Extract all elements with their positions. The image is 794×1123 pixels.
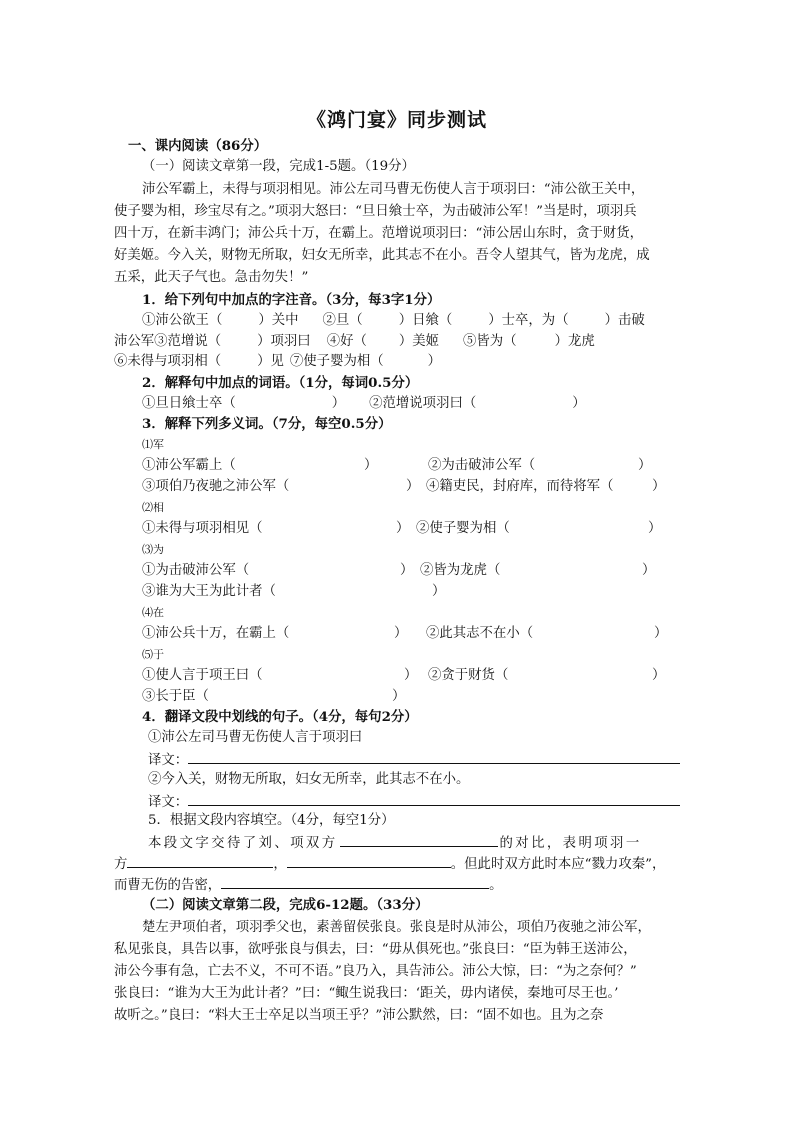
blank-label: ） — [396, 521, 410, 536]
answer-blank[interactable] — [188, 791, 680, 806]
polysemy-row — [142, 561, 655, 581]
blank-label: ）士卒，为（ — [488, 313, 569, 328]
blank-label: ） — [638, 458, 652, 473]
fill-text: ， — [273, 857, 287, 872]
blank-label: ②皆为龙虎（ — [420, 563, 501, 578]
blank-label: ） — [400, 563, 414, 578]
polysemy-label: ⑷在 — [142, 606, 164, 619]
fill-line-2 — [114, 853, 665, 875]
polysemy-row — [142, 582, 445, 602]
blank-label: ①未得与项羽相见（ — [142, 521, 263, 536]
blank-label: ） — [642, 563, 656, 578]
polysemy-row — [142, 666, 665, 686]
passage-line: 沛公今事有急，亡去不义，不可不语。”良乃入，具告沛公。沛公大惊，曰：“为之奈何？” — [114, 964, 637, 979]
blank-label: ） — [654, 626, 668, 641]
blank-label: ②范增说项羽曰（ — [369, 396, 477, 411]
blank-label: ①使人言于项王曰（ — [142, 668, 263, 683]
part2-intro: （二）阅读文章第二段，完成6-12题。（33分） — [142, 897, 429, 913]
answer-line — [148, 749, 680, 771]
blank-label: ②贪于财货（ — [428, 668, 509, 683]
blank-label: ）击破 — [604, 313, 645, 328]
blank-label: ） — [394, 626, 408, 641]
fill-line-1 — [148, 832, 642, 854]
fill-text: 而曹无伤的告密， — [114, 878, 222, 893]
blank-label: ④籍吏民，封府库，而待将军（ — [426, 479, 614, 494]
passage-line: 楚左尹项伯者，项羽季父也，素善留侯张良。张良是时从沛公，项伯乃夜驰之沛公军， — [142, 920, 651, 935]
page-title: 《鸿门宴》同步测试 — [306, 109, 487, 131]
blank-label: ） — [432, 584, 446, 599]
fill-text: 方 — [114, 857, 128, 872]
blank-label: ②为击破沛公军（ — [428, 458, 536, 473]
blank-label: ⑥未得与项羽相（ — [114, 354, 222, 369]
part1-intro: （一）阅读文章第一段，完成1-5题。（19分） — [142, 159, 415, 174]
blank-label: ①沛公军霸上（ — [142, 458, 236, 473]
blank-label: ） — [427, 354, 442, 369]
blank-label: ①沛公欲王（ — [142, 313, 223, 328]
blank-label: ） — [404, 668, 418, 683]
fill-text: 。 — [489, 878, 503, 893]
polysemy-label: ⑵相 — [142, 501, 164, 514]
fill-blank[interactable] — [340, 832, 498, 847]
question-4-heading: 4．翻译文段中划线的句子。（4分，每句2分） — [142, 709, 418, 725]
blank-label: ③项伯乃夜驰之沛公军（ — [142, 479, 290, 494]
passage-line: 私见张良，具告以事，欲呼张良与俱去，曰：“毋从俱死也。”张良曰：“臣为韩王送沛公， — [114, 942, 637, 957]
blank-label: ②旦（ — [322, 313, 363, 328]
blank-label: ③长于臣（ — [142, 689, 209, 704]
passage-line: 四十万，在新丰鸿门；沛公兵十万，在霸上。范增说项羽曰：“沛公居山东时，贪于财货， — [114, 226, 644, 241]
q1-line-3 — [114, 352, 441, 372]
passage-line: 好美姬。今入关，财物无所取，妇女无所幸，此其志不在小。吾令人望其气，皆为龙虎，成 — [114, 248, 650, 263]
blank-label: ） — [364, 458, 378, 473]
answer-label: 译文： — [148, 795, 189, 810]
blank-label: ①为击破沛公军（ — [142, 563, 250, 578]
blank-label: ）美姬 — [398, 334, 440, 349]
blank-label: ）日飨（ — [398, 313, 453, 328]
passage-line: 故听之。”良曰：“料大王士卒足以当项王乎？”沛公默然，曰：“固不如也。且为之奈 — [114, 1008, 604, 1023]
q1-line-2 — [114, 332, 595, 352]
passage-line: 张良曰：“谁为大王为此计者？”曰：“鲰生说我曰：‘距关，毋内诸侯，秦地可尽王也。’ — [114, 986, 619, 1001]
blank-label: ）龙虎 — [554, 334, 595, 349]
question-2-heading: 2．解释句中加点的词语。（1分，每词0.5分） — [142, 375, 419, 391]
fill-text: 本段文字交待了刘、项双方 — [148, 836, 338, 851]
blank-label: ） — [406, 479, 420, 494]
blank-label: ②此其志不在小（ — [426, 626, 534, 641]
question-5-heading: 5．根据文段内容填空。（4分，每空1分） — [148, 813, 395, 828]
passage-line: 五采，此天子气也。急击勿失！” — [114, 270, 309, 285]
q2-items — [142, 394, 586, 414]
question-1-heading: 1．给下列句中加点的字注音。（3分，每3字1分） — [142, 292, 441, 308]
translate-sentence: ②今入关，财物无所取，妇女无所幸，此其志不在小。 — [148, 772, 470, 787]
polysemy-row — [142, 687, 405, 707]
polysemy-row — [142, 624, 667, 644]
q1-line-1 — [142, 311, 645, 331]
section-heading: 一、课内阅读（86分） — [128, 138, 268, 154]
polysemy-row — [142, 456, 651, 476]
blank-label: ）项羽曰 — [257, 334, 311, 349]
blank-label: ） — [331, 396, 346, 411]
passage-line: 沛公军霸上，未得与项羽相见。沛公左司马曹无伤使人言于项羽曰：“沛公欲王关中， — [142, 182, 645, 197]
blank-label: ） — [652, 668, 666, 683]
blank-label: ）关中 — [258, 313, 299, 328]
translate-sentence: ①沛公左司马曹无伤使人言于项羽曰 — [148, 730, 363, 745]
blank-label: ⑦使子婴为相（ — [289, 354, 384, 369]
blank-label: ③谁为大王为此计者（ — [142, 584, 276, 599]
blank-label: ④好（ — [326, 334, 367, 349]
answer-label: 译文： — [148, 753, 189, 768]
blank-label: ①旦日飨士卒（ — [142, 396, 236, 411]
blank-label: ①沛公兵十万，在霸上（ — [142, 626, 290, 641]
fill-line-3 — [114, 874, 503, 896]
fill-text: 的对比，表明项羽一 — [499, 836, 642, 851]
fill-blank[interactable] — [221, 874, 489, 889]
polysemy-label: ⑴军 — [142, 438, 164, 451]
question-3-heading: 3．解释下列多义词。（7分，每空0.5分） — [142, 416, 392, 432]
answer-blank[interactable] — [188, 749, 680, 764]
answer-line — [148, 791, 680, 813]
blank-label: ） — [648, 521, 662, 536]
blank-label: ） — [572, 396, 586, 411]
blank-label: 沛公军③范增说（ — [114, 334, 222, 349]
fill-text: 。但此时双方此时本应“戮力攻秦”， — [450, 857, 666, 872]
blank-label: ） — [652, 479, 666, 494]
polysemy-label: ⑸于 — [142, 648, 164, 661]
blank-label: ②使子婴为相（ — [416, 521, 510, 536]
blank-label: ）见 — [257, 354, 284, 369]
polysemy-label: ⑶为 — [142, 543, 164, 556]
polysemy-row — [142, 477, 665, 497]
blank-label: ⑤皆为（ — [463, 334, 517, 349]
fill-blank[interactable] — [127, 853, 273, 868]
passage-line: 使子婴为相，珍宝尽有之。”项羽大怒曰：“旦日飨士卒，为击破沛公军！”当是时，项羽兵 — [114, 204, 637, 219]
blank-label: ） — [392, 689, 406, 704]
fill-blank[interactable] — [287, 853, 451, 868]
polysemy-row — [142, 519, 661, 539]
